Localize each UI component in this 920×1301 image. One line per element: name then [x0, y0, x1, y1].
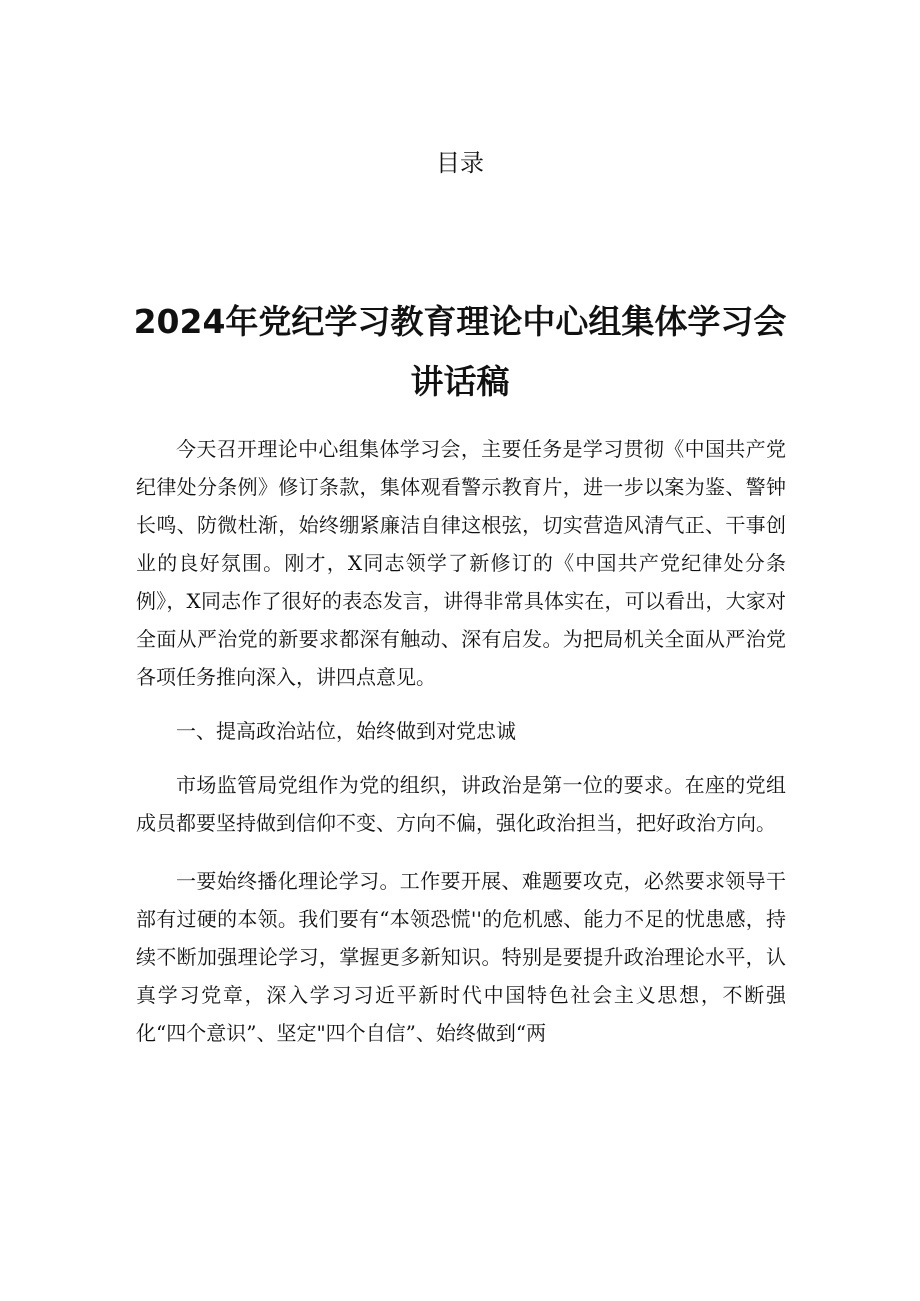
document-body — [136, 430, 786, 1052]
intro-paragraph: 今天召开理论中心组集体学习会，主要任务是学习贯彻《中国共产党纪律处分条例》修订条款，集体观看警示教育片，进一步以案为鉴、警钟长鸣、防微杜渐，始终绷紧廉洁自律这根弦，切实营造风清气正、干事创业的良好氛围。刚才，X同志领学了新修订的《中国共产党纪律处分条例》，X同志作了很好的表态发言，讲得非常具体实在，可以看出，大家对全面从严治党的新要求都深有触动、深有启发。为把局机关全面从严治党各项任务推向深入，讲四点意见。 — [136, 437, 786, 689]
document-title: 2024年党纪学习教育理论中心组集体学习会讲话稿 — [133, 302, 787, 401]
body-paragraph: 一要始终播化理论学习。工作要开展、难题要攻克，必然要求领导干部有过硬的本领。我们要有“本领恐慌''的危机感、能力不足的忧患感，持续不断加强理论学习，掌握更多新知识。特别是要提升政治理论水平，认真学习党章，深入学习习近平新时代中国特色社会主义思想，不断强化“四个意识”、坚定"四个自信”、始终做到“两 — [136, 869, 786, 1045]
section-heading: 一、提高政治站位，始终做到对党忠诚 — [176, 719, 516, 743]
toc-heading: 目录 — [436, 149, 484, 177]
body-paragraph: 市场监管局党组作为党的组织，讲政治是第一位的要求。在座的党组成员都要坚持做到信仰不变、方向不偏，强化政治担当，把好政治方向。 — [136, 773, 786, 835]
